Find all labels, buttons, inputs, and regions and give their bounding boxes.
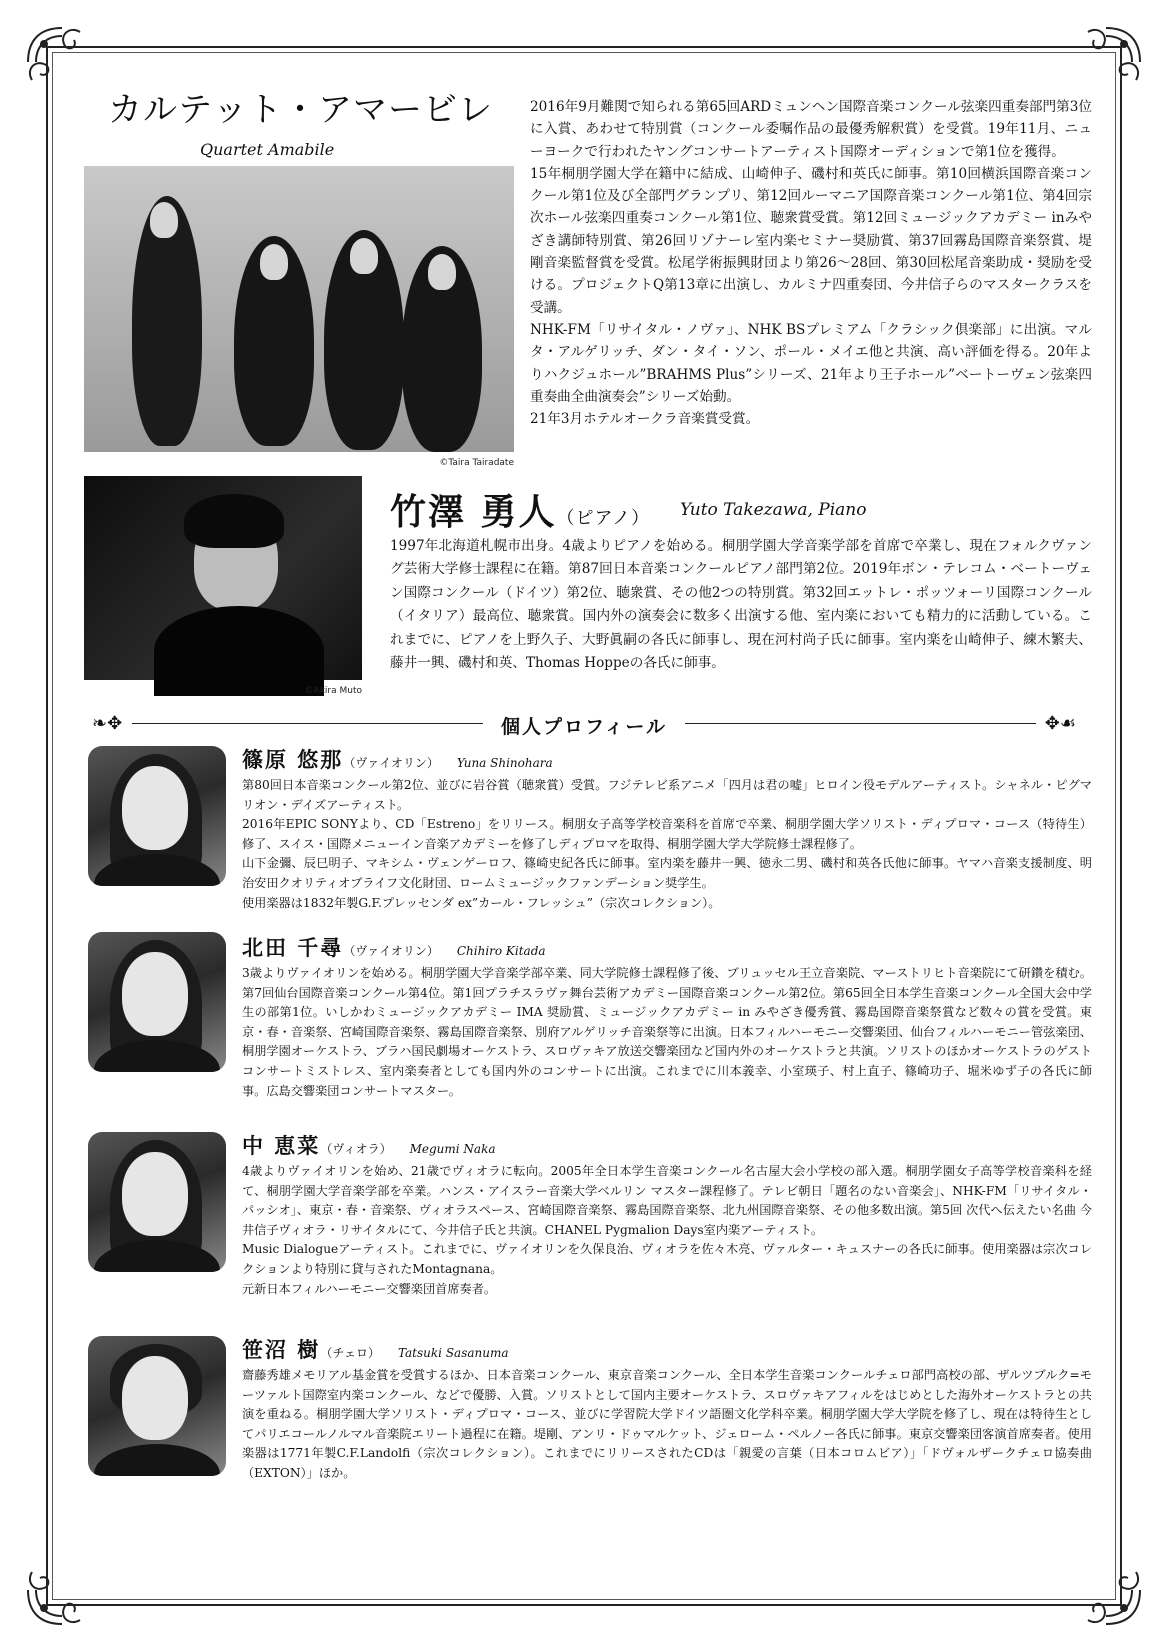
member-paragraph: 元新日本フィルハーモニー交響楽団首席奏者。 (242, 1281, 497, 1296)
member-name (242, 1130, 496, 1160)
member-name (242, 1334, 509, 1364)
member-roman-name: Chihiro Kitada (456, 944, 546, 958)
corner-ornament-icon (22, 22, 86, 86)
member-role: （ヴァイオリン） (343, 944, 439, 958)
member-biography (242, 776, 1092, 913)
quartet-paragraph: 15年桐朋学園大学在籍中に結成、山崎伸子、磯村和英氏に師事。第10回横浜国際音楽コンクール第1位及び全部門グランプリ、第12回ルーマニア国際音楽コンクール第1位、第4回宗次ホール弦楽四重奏コンクール第1位、聴衆賞受賞。第12回ミュージックアカデミー inみやざき講師特別賞、第26回リゾナーレ室内楽セミナー奨励賞、第37回霧島国際音楽祭賞、堤剛音楽監督賞を受賞。松尾学術振興財団より第26〜28回、第30回松尾音楽助成・奨励を受ける。プロジェクトQ第13章に出演し、カルミナ四重奏団、今井信子らのマスタークラスを受講。 (530, 165, 1092, 316)
member-paragraph: 使用楽器は1832年製G.F.プレッセンダ ex”カール・フレッシュ”（宗次コレクション）。 (242, 895, 721, 910)
member-paragraph: 2016年EPIC SONYより、CD「Estreno」をリリース。桐朋女子高等学校音楽科を首席で卒業、桐朋学園大学ソリスト・ディプロマ・コース（特待生）修了、スイス・国際メニューイン音楽アカデミーを修了しディプロマを取得、桐朋学園大学大学院修士課程修了。 (242, 817, 1092, 851)
member-paragraph: 齋藤秀雄メモリアル基金賞を受賞するほか、日本音楽コンクール、東京音楽コンクール、全日本学生音楽コンクールチェロ部門高校の部、ザルツブルク=モーツァルト国際室内楽コンクール、などで優勝、入賞。ソリストとして国内主要オーケストラ、スロヴァキアフィルをはじめとした海外オーケストラとの共演を重ねる。桐朋学園大学ソリスト・ディプロマ・コース、並びに学習院大学ドイツ語圏文化学科卒業。桐朋学園大学大学院を修了し、現在は特待生としてパリエコールノルマル音楽院エリート過程に在籍。堤剛、アンリ・ドゥマルケット、ジェローム・ペルノー各氏に師事。東京交響楽団客演首席奏者。使用楽器は1771年製C.F.Landolfi（宗次コレクション）。これまでにリリースされたCDは「親愛の言葉（日本コロムビア）」「ドヴォルザークチェロ協奏曲（EXTON）」ほか。 (242, 1368, 1092, 1480)
pianist-name-text: 竹澤 勇人 (390, 491, 557, 533)
corner-ornament-icon (1082, 22, 1146, 86)
member-paragraph: Music Dialogueアーティスト。これまでに、ヴァイオリンを久保良治、ヴィオラを佐々木亮、ヴァルター・キュスナーの各氏に師事。使用楽器は宗次コレクションより特別に貸与されたMontagnana。 (242, 1242, 1092, 1276)
corner-ornament-icon (1082, 1566, 1146, 1630)
member-photo (88, 1132, 226, 1272)
divider-ornament-right-icon: ✥☙ (1044, 713, 1076, 734)
member-name-text: 笹沼 樹 (242, 1337, 321, 1362)
quartet-photo (84, 166, 514, 468)
member-photo (88, 932, 226, 1072)
member-photo (88, 1336, 226, 1476)
quartet-subtitle: Quartet Amabile (200, 140, 335, 159)
member-name-text: 篠原 悠那 (242, 747, 344, 772)
member-paragraph: 3歳よりヴァイオリンを始める。桐朋学園大学音楽学部卒業、同大学院修士課程修了後、ブリュッセル王立音楽院、マーストリヒト音楽院にて研鑽を積む。第7回仙台国際音楽コンクール第4位。第1回プラチスラヴァ舞台芸術アカデミー国際音楽コンクール第2位。第65回全日本学生音楽コンクール全国大会中学生の部第1位。いしかわミュージックアカデミー IMA 奨励賞、ミュージックアカデミー in みやざき優秀賞、霧島国際音楽祭賞など数々の賞を受賞。東京・春・音楽祭、宮崎国際音楽祭、霧島国際音楽祭、別府アルゲリッチ音楽祭等に出演。日本フィルハーモニー交響楽団、仙台フィルハーモニー管弦楽団、桐朋学園オーケストラ、ブラハ国民劇場オーケストラ、スロヴァキア放送交響楽団など国内外のオーケストラと共演。ソリストのほかオーケストラのゲストコンサートミストレス、室内楽奏者としても国内外のコンサートに出演。これまでに川本義幸、小室瑛子、村上直子、篠崎功子、堀米ゆず子の各氏に師事。広島交響楽団コンサートマスター。 (242, 966, 1092, 1098)
member-role: （チェロ） (320, 1346, 380, 1360)
pianist-biography: 1997年北海道札幌市出身。4歳よりピアノを始める。桐朋学園大学音楽学部を首席で卒業し、現在フォルクヴァング芸術大学修士課程に在籍。第87回日本音楽コンクールピアノ部門第2位。2019年ボン・テレコム・ベートーヴェン国際コンクール（ドイツ）第2位、聴衆賞、その他2つの特別賞。第32回エットレ・ポッツォーリ国際コンクール（イタリア）最高位、聴衆賞。国内外の演奏会に数多く出演する他、室内楽においても精力的に活動している。これまでに、ピアノを上野久子、大野眞嗣の各氏に師事し、現在河村尚子氏に師事。室内楽を山崎伸子、練木繁夫、藤井一興、磯村和英、Thomas Hoppeの各氏に師事。 (390, 538, 1092, 672)
quartet-photo-credit: ©Taira Tairadate (439, 458, 514, 468)
member-name-text: 北田 千尋 (242, 935, 344, 960)
member-role: （ヴァイオリン） (343, 756, 439, 770)
member-roman-name: Megumi Naka (409, 1142, 496, 1156)
pianist-name (390, 484, 650, 535)
quartet-paragraph: 21年3月ホテルオークラ音楽賞受賞。 (530, 411, 760, 428)
divider-ornament-left-icon: ❧✥ (92, 713, 123, 734)
quartet-biography (530, 96, 1092, 430)
corner-ornament-icon (22, 1566, 86, 1630)
member-biography (242, 1366, 1092, 1484)
quartet-title: カルテット・アマービレ (108, 90, 493, 130)
member-biography (242, 1162, 1092, 1299)
quartet-paragraph: 2016年9月難関で知られる第65回ARDミュンヘン国際音楽コンクール弦楽四重奏部門第3位に入賞、あわせて特別賞（コンクール委嘱作品の最優秀解釈賞）を受賞。19年11月、ニューヨークで行われたヤングコンサートアーティスト国際オーディションで第1位を獲得。 (530, 99, 1092, 160)
member-name (242, 744, 553, 774)
member-paragraph: 第80回日本音楽コンクール第2位、並びに岩谷賞（聴衆賞）受賞。フジテレビ系アニメ「四月は君の嘘」ヒロイン役モデルアーティスト。シャネル・ピグマリオン・デイズアーティスト。 (242, 778, 1092, 812)
member-role: （ヴィオラ） (320, 1142, 392, 1156)
member-roman-name: Yuna Shinohara (456, 756, 553, 770)
member-photo (88, 746, 226, 886)
pianist-role: （ピアノ） (556, 508, 651, 529)
member-name-text: 中 恵菜 (242, 1133, 321, 1158)
section-heading: 個人プロフィール (483, 716, 685, 738)
quartet-paragraph: NHK-FM「リサイタル・ノヴァ」、NHK BSプレミアム「クラシック倶楽部」に出演。マルタ・アルゲリッチ、ダン・タイ・ソン、ポール・メイエ他と共演、高い評価を得る。20年よりハクジュホール”BRAHMS Plus”シリーズ、21年より王子ホール”ベートーヴェン弦楽四重奏曲全曲演奏会”シリーズ始動。 (530, 321, 1092, 405)
member-roman-name: Tatsuki Sasanuma (397, 1346, 509, 1360)
member-paragraph: 4歳よりヴァイオリンを始め、21歳でヴィオラに転向。2005年全日本学生音楽コンクール名古屋大会小学校の部入選。桐朋学園女子高等学校音楽科を経て、桐朋学園大学音楽学部を卒業。ハンス・アイスラー音楽大学ベルリン マスター課程修了。テレビ朝日「題名のない音楽会」、NHK-FM「リサイタル・パッシオ」、東京・春・音楽祭、ヴィオラスペース、宮崎国際音楽祭、霧島国際音楽祭、北九州国際音楽祭、その他多数出演。第5回 次代へ伝えたい名曲 今井信子ヴィオラ・リサイタルにて、今井信子氏と共演。CHANEL Pygmalion Days室内楽アーティスト。 (242, 1164, 1092, 1237)
member-biography (242, 964, 1092, 1101)
member-name (242, 932, 546, 962)
member-paragraph: 山下金彌、辰巳明子、マキシム・ヴェンゲーロフ、篠崎史紀各氏に師事。室内楽を藤井一興、徳永二男、磯村和英各氏他に師事。ヤマハ音楽支援制度、明治安田クオリティオブライフ文化財団、ロームミュージックファンデーション奨学生。 (242, 856, 1092, 890)
section-divider (92, 712, 1076, 736)
pianist-photo-credit: ©Akira Muto (304, 686, 362, 696)
pianist-roman-name: Yuto Takezawa, Piano (680, 500, 867, 520)
pianist-photo (84, 476, 362, 696)
